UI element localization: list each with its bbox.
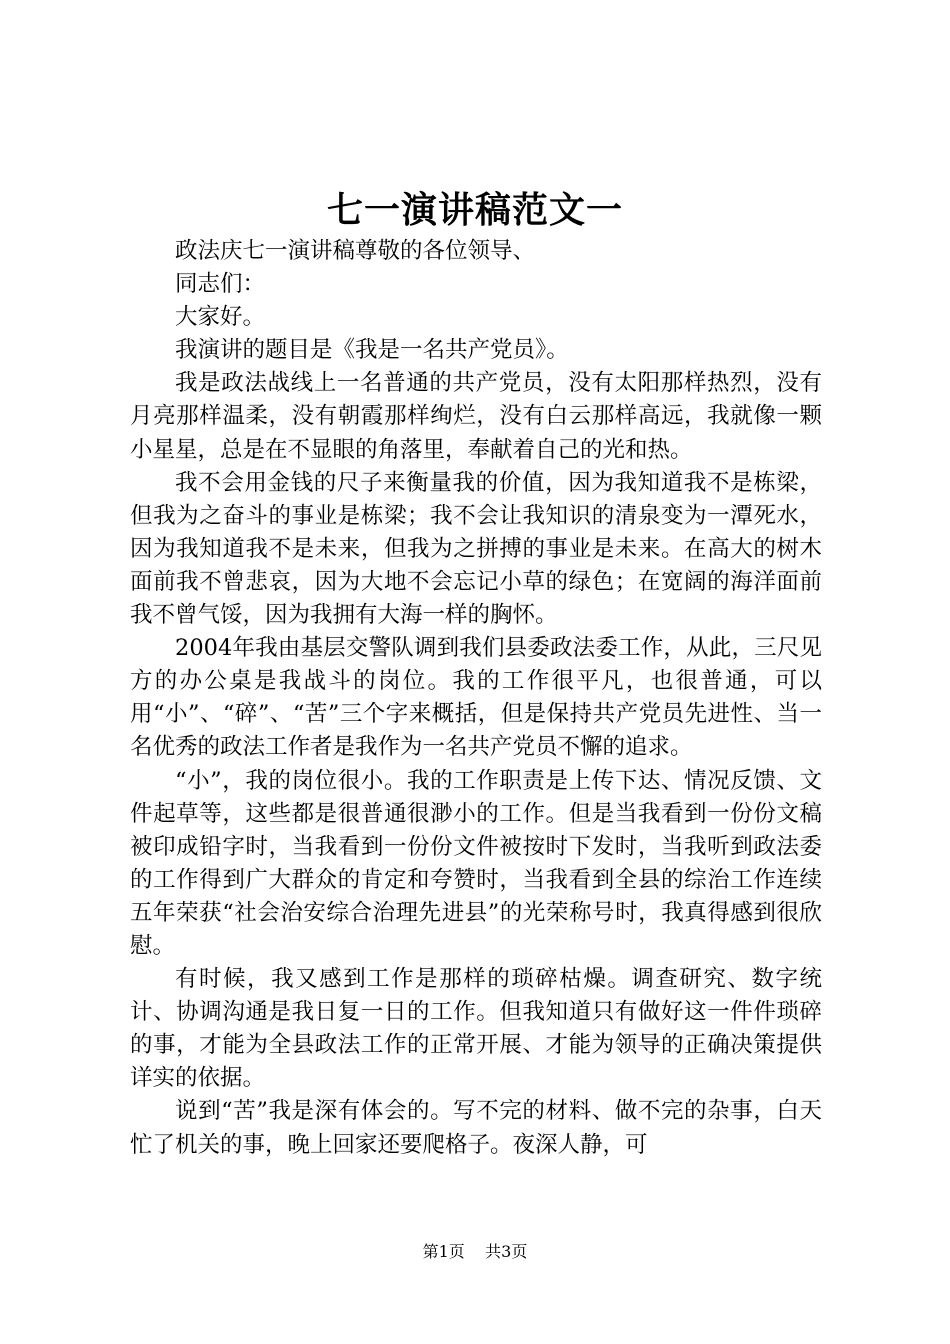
paragraph: 有时候，我又感到工作是那样的琐碎枯燥。调查研究、数字统计、协调沟通是我日复一日的工作。但我知道只有做好这一件件琐碎的事，才能为全县政法工作的正常开展、才能为领导的正确决策提供详实的依据。: [130, 966, 822, 1092]
document-body: [130, 235, 822, 1162]
paragraph: 2004年我由基层交警队调到我们县委政法委工作，从此，三尺见方的办公桌是我战斗的岗位。我的工作很平凡，也很普通，可以用“小”、“碎”、“苦”三个字来概括，但是保持共产党员先进性、当一名优秀的政法工作者是我作为一名共产党员不懈的追求。: [130, 635, 822, 761]
paragraph: “小”，我的岗位很小。我的工作职责是上传下达、情况反馈、文件起草等，这些都是很普通很渺小的工作。但是当我看到一份份文稿被印成铅字时，当我看到一份份文件被按时下发时，当我听到政法委的工作得到广大群众的肯定和夸赞时，当我看到全县的综治工作连续五年荣获“社会治安综合治理先进县”的光荣称号时，我真得感到很欣慰。: [130, 767, 822, 959]
paragraph: 我演讲的题目是《我是一名共产党员》。: [175, 337, 569, 364]
paragraph: 说到“苦”我是深有体会的。写不完的材料、做不完的杂事，白天忙了机关的事，晚上回家还要爬格子。夜深人静，可: [130, 1098, 822, 1158]
paragraph: 我是政法战线上一名普通的共产党员，没有太阳那样热烈，没有月亮那样温柔，没有朝霞那样绚烂，没有白云那样高远，我就像一颗小星星，总是在不显眼的角落里，奉献着自己的光和热。: [130, 370, 822, 463]
document-title: 七一演讲稿范文一: [326, 189, 623, 231]
paragraph: 同志们：: [175, 271, 266, 298]
paragraph: 我不会用金钱的尺子来衡量我的价值，因为我知道我不是栋梁，但我为之奋斗的事业是栋梁；我不会让我知识的清泉变为一潭死水，因为我知道我不是未来，但我为之拼搏的事业是未来。在高大的树木面前我不曾悲哀，因为大地不会忘记小草的绿色；在宽阔的海洋面前我不曾气馁，因为我拥有大海一样的胸怀。: [130, 469, 822, 629]
page-footer: [0, 1240, 950, 1264]
paragraph: 政法庆七一演讲稿尊敬的各位领导、: [175, 238, 536, 264]
page-total: 共3页: [485, 1242, 528, 1261]
paragraph: 大家好。: [175, 304, 266, 331]
footer-gap: [470, 1242, 480, 1261]
page-number: 第1页: [422, 1242, 465, 1261]
